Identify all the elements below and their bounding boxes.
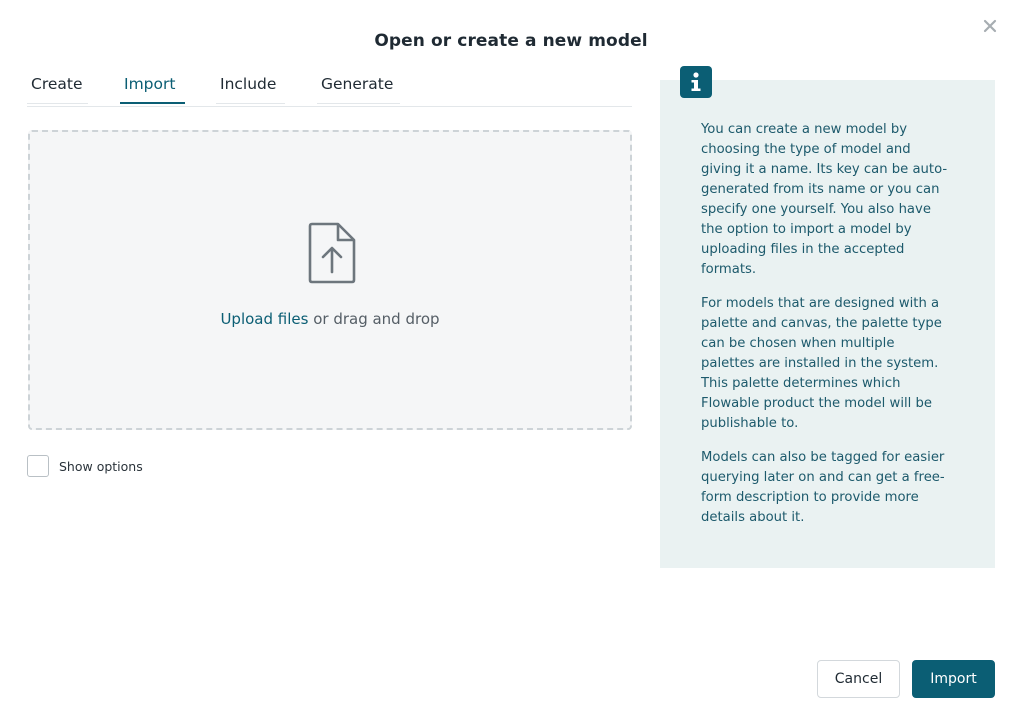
info-paragraph: You can create a new model by choosing the type of model and giving it a name. Its key can be auto-generated from its name or you can specify one yourself. You also have the option to import a model by uploading files in the accepted formats. bbox=[701, 122, 948, 277]
tab-include[interactable]: Include bbox=[216, 70, 285, 104]
show-options-label: Show options bbox=[59, 458, 143, 474]
close-icon[interactable] bbox=[978, 14, 1002, 38]
tab-bar bbox=[27, 70, 632, 107]
show-options-checkbox[interactable] bbox=[27, 455, 49, 477]
tab-import[interactable]: Import bbox=[120, 70, 185, 104]
tab-create[interactable]: Create bbox=[27, 70, 88, 104]
show-options-toggle[interactable] bbox=[27, 453, 143, 479]
tab-generate[interactable]: Generate bbox=[317, 70, 400, 104]
upload-instructions bbox=[30, 310, 630, 328]
info-paragraph: For models that are designed with a palette and canvas, the palette type can be chosen when multiple palettes are installed in the system. This palette determines which Flowable product the model will be publishable to. bbox=[701, 296, 942, 431]
cancel-button[interactable]: Cancel bbox=[817, 660, 900, 698]
upload-files-link[interactable]: Upload files bbox=[220, 310, 309, 328]
info-paragraph: Models can also be tagged for easier querying later on and can get a free-form description to provide more details about it. bbox=[701, 450, 945, 525]
file-dropzone[interactable] bbox=[28, 130, 632, 430]
drag-drop-text: or drag and drop bbox=[308, 310, 440, 328]
info-icon bbox=[680, 66, 712, 98]
info-text bbox=[701, 120, 951, 542]
info-panel bbox=[660, 80, 995, 568]
dialog-title: Open or create a new model bbox=[374, 31, 648, 51]
import-button[interactable]: Import bbox=[912, 660, 995, 698]
file-upload-icon bbox=[308, 222, 356, 284]
